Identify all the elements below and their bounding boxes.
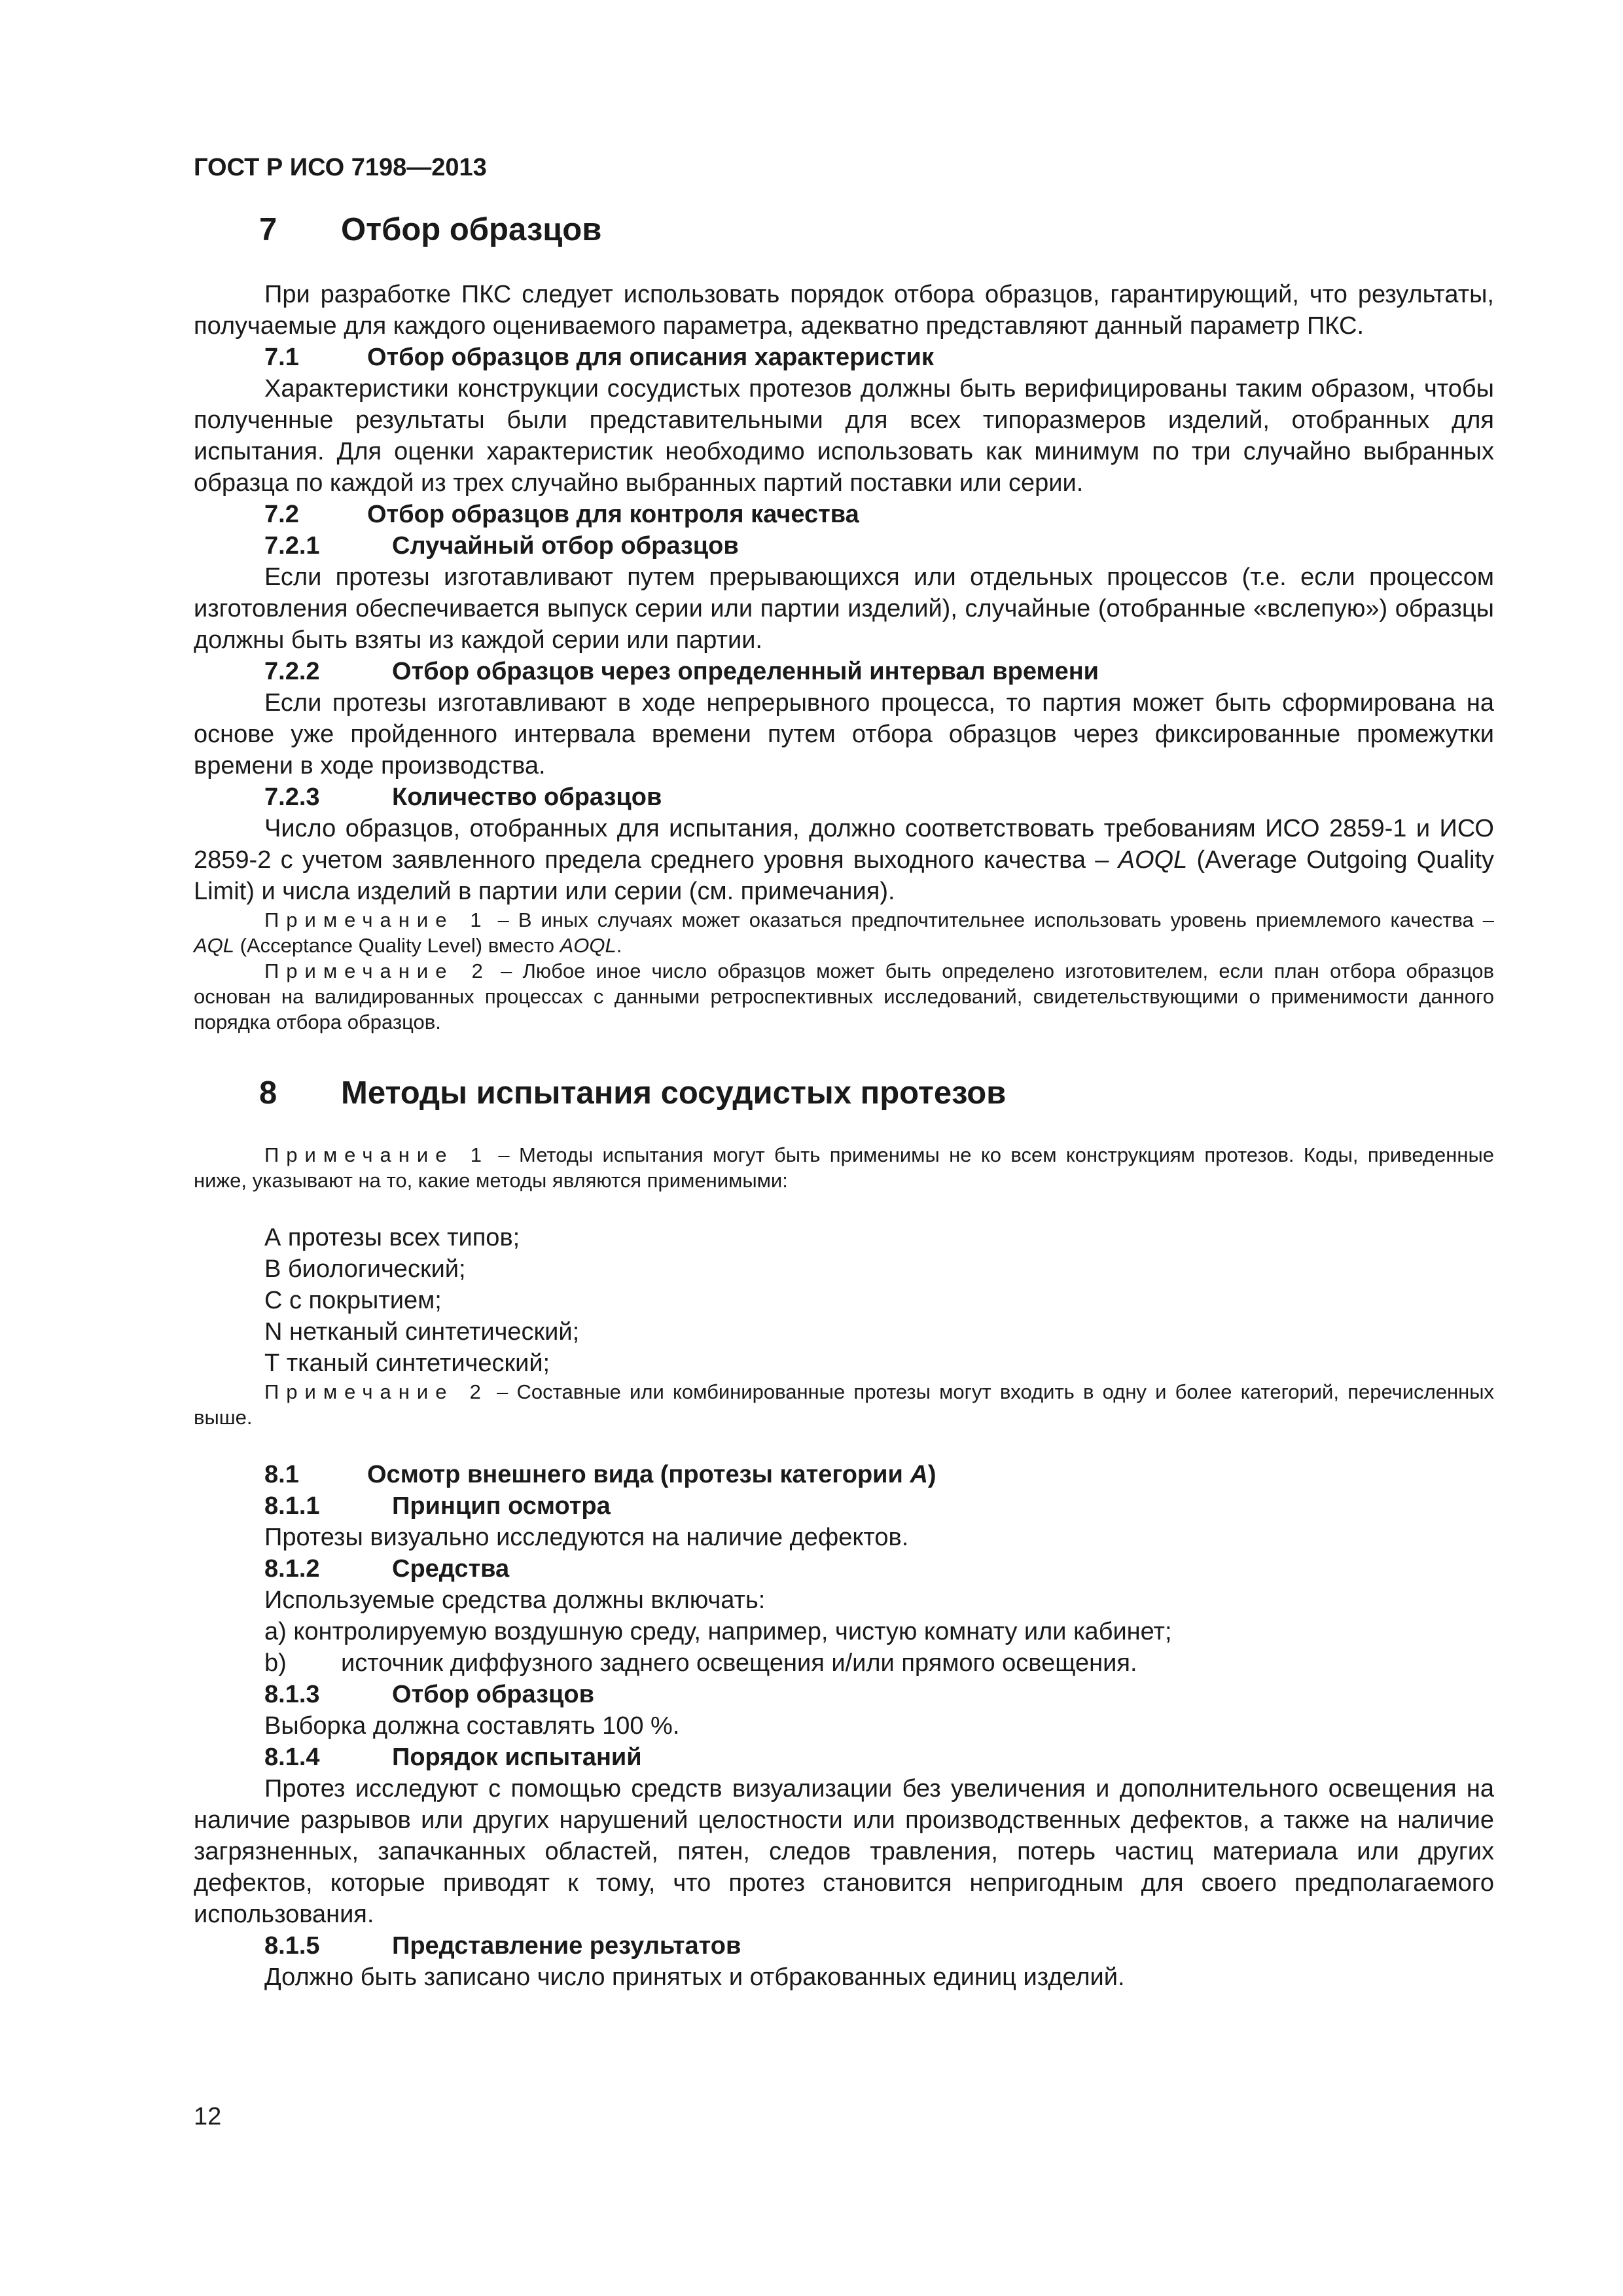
section-8-title <box>194 1073 1494 1113</box>
subsection-title: Отбор образцов для описания характеристик <box>367 344 934 371</box>
category-letter: А <box>910 1461 928 1488</box>
aoql-term: AOQL <box>560 934 616 957</box>
note-text: – Составные или комбинированные протезы могут входить в одну и более категорий, перечисленных выше. <box>194 1380 1494 1429</box>
text-part: Число образцов, отобранных для испытания, должно соответствовать требованиям ИСО 2859-1 и ИСО 2859-2 с учетом заявленного предела среднего уровня выходного качества – <box>194 815 1494 874</box>
standard-header: ГОСТ Р ИСО 7198—2013 <box>194 154 487 181</box>
subsection-number: 7.2.1 <box>264 532 320 560</box>
subsection-title: ) <box>927 1461 936 1488</box>
subsection-number: 8.1.5 <box>264 1932 320 1960</box>
subsection-title: Случайный отбор образцов <box>392 532 739 560</box>
section-number: 7 <box>259 212 277 247</box>
section-number: 8 <box>259 1075 277 1111</box>
code-item: N нетканый синтетический; <box>264 1318 580 1346</box>
note-text: . <box>616 934 622 957</box>
subsection-number: 7.2.3 <box>264 783 320 811</box>
list-text: источник диффузного заднего освещения и/или прямого освещения. <box>341 1649 1137 1677</box>
list-item-b <box>194 1647 1494 1679</box>
subsection-number: 8.1.4 <box>264 1744 320 1771</box>
subsection-title: Порядок испытаний <box>392 1744 642 1771</box>
subsection-title: Средства <box>392 1555 510 1583</box>
subsection-number: 8.1.1 <box>264 1492 320 1520</box>
subsection-title: Принцип осмотра <box>392 1492 611 1520</box>
subsection-8-1-5-heading <box>194 1930 1494 1962</box>
page-number: 12 <box>194 2103 222 2130</box>
note-7-2-3-2 <box>194 958 1494 1035</box>
subsection-number: 8.1 <box>264 1461 299 1488</box>
subsection-title: Отбор образцов через определенный интервал времени <box>392 658 1099 685</box>
subsection-8-1-3-heading <box>194 1679 1494 1710</box>
code-item: В биологический; <box>264 1255 466 1283</box>
note-label: Примечание 2 <box>264 960 490 982</box>
note-label: Примечание 2 <box>264 1380 488 1403</box>
subsection-7-2-heading <box>194 499 1494 530</box>
subsection-title: Количество образцов <box>392 783 662 811</box>
note-8-2 <box>194 1379 1494 1430</box>
document-page <box>194 152 1494 1993</box>
note-7-2-3-1 <box>194 907 1494 958</box>
aql-term: AQL <box>194 934 235 957</box>
section-7-title <box>194 209 1494 250</box>
note-text: (Acceptance Quality Level) вместо <box>234 934 560 957</box>
subsection-number: 7.2.2 <box>264 658 320 685</box>
subsection-7-1-heading <box>194 342 1494 373</box>
list-item-a: а) контролируемую воздушную среду, например, чистую комнату или кабинет; <box>264 1618 1172 1645</box>
subsection-8-1-2-heading <box>194 1553 1494 1585</box>
subsection-8-1-4-heading <box>194 1742 1494 1773</box>
subsection-7-2-1-text: Если протезы изготавливают путем прерывающихся или отдельных процессов (т.е. если процессом изготовления обеспечивается выпуск серии или партии изделий), случайные (отобранные «вслепую») образцы должны быть взяты из каждой серии или партии. <box>194 564 1494 654</box>
subsection-8-1-2-text: Используемые средства должны включать: <box>264 1587 766 1614</box>
list-marker: b) <box>264 1649 287 1677</box>
section-title-text: Методы испытания сосудистых протезов <box>341 1075 1007 1111</box>
subsection-number: 8.1.3 <box>264 1681 320 1708</box>
aoql-term: AOQL <box>1118 846 1188 874</box>
subsection-7-1-text: Характеристики конструкции сосудистых протезов должны быть верифицированы таким образом, чтобы полученные результаты были представительными для всех типоразмеров изделий, отобранных для испытания. Для оценки характеристик необходимо использовать как минимум по три случайно выбранных образца по каждой из трех случайно выбранных партий поставки или серии. <box>194 375 1494 497</box>
subsection-number: 7.2 <box>264 501 299 528</box>
note-8-1 <box>194 1142 1494 1193</box>
subsection-8-1-1-text: Протезы визуально исследуются на наличие дефектов. <box>264 1524 909 1551</box>
text-part: (Average Outgoing Quality Limit) и числа изделий в партии или серии (см. примечания). <box>194 846 1495 905</box>
subsection-title: Представление результатов <box>392 1932 741 1960</box>
note-text: – В иных случаях может оказаться предпочтительнее использовать уровень приемлемого качества – <box>488 908 1494 931</box>
subsection-8-1-3-text: Выборка должна составлять 100 %. <box>264 1712 680 1740</box>
code-item: Т тканый синтетический; <box>264 1350 550 1377</box>
subsection-7-2-3-heading <box>194 781 1494 813</box>
subsection-7-2-2-text: Если протезы изготавливают в ходе непрерывного процесса, то партия может быть сформирована на основе уже пройденного интервала времени путем отбора образцов через фиксированные промежутки времени в ходе производства. <box>194 689 1494 780</box>
note-label: Примечание 1 <box>264 1143 490 1166</box>
code-item: А протезы всех типов; <box>264 1224 520 1251</box>
subsection-8-1-5-text: Должно быть записано число принятых и отбракованных единиц изделий. <box>264 1964 1125 1991</box>
subsection-7-2-2-heading <box>194 656 1494 687</box>
subsection-title: Отбор образцов для контроля качества <box>367 501 859 528</box>
subsection-number: 8.1.2 <box>264 1555 320 1583</box>
subsection-number: 7.1 <box>264 344 299 371</box>
subsection-8-1-4-text: Протез исследуют с помощью средств визуализации без увеличения и дополнительного освещения на наличие разрывов или других нарушений целостности или производственных дефектов, а также на наличие загрязненных, запачканных областей, пятен, следов травления, потерь частиц материала или других дефектов, которые приводят к тому, что протез становится непригодным для своего предполагаемого использования. <box>194 1775 1494 1928</box>
subsection-8-1-heading <box>194 1459 1494 1490</box>
note-label: Примечание 1 <box>264 908 489 931</box>
subsection-7-2-3-text <box>194 813 1494 907</box>
subsection-8-1-1-heading <box>194 1490 1494 1522</box>
subsection-title: Отбор образцов <box>392 1681 594 1708</box>
code-item: С с покрытием; <box>264 1287 442 1314</box>
subsection-title: Осмотр внешнего вида (протезы категории <box>367 1461 910 1488</box>
section-title-text: Отбор образцов <box>341 212 602 247</box>
subsection-7-2-1-heading <box>194 530 1494 562</box>
note-text: – Методы испытания могут быть применимы не ко всем конструкциям протезов. Коды, приведенные ниже, указывают на то, какие методы являются применимыми: <box>194 1143 1494 1192</box>
section-7-intro: При разработке ПКС следует использовать порядок отбора образцов, гарантирующий, что результаты, получаемые для каждого оцениваемого параметра, адекватно представляют данный параметр ПКС. <box>194 281 1494 340</box>
note-text: – Любое иное число образцов может быть определено изготовителем, если план отбора образцов основан на валидированных процессах с данными ретроспективных исследований, свидетельствующими о применимости данного порядка отбора образцов. <box>194 960 1494 1033</box>
